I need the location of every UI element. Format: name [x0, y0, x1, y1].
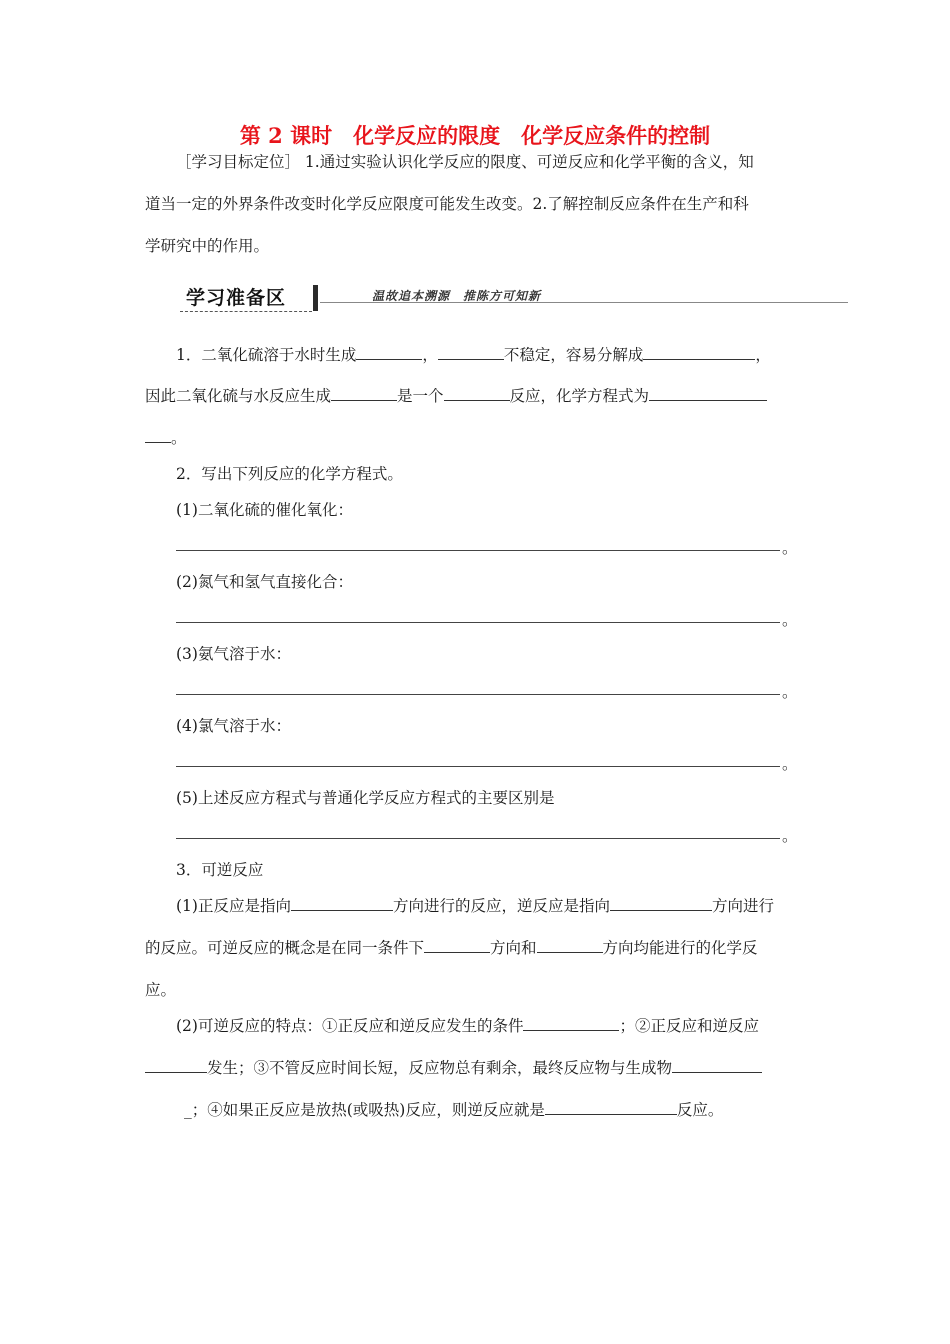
q1-text-f: 是一个: [397, 387, 444, 405]
q3-text: 方向均能进行的化学反: [602, 939, 758, 957]
q3-p1-line-3: 应。: [145, 981, 177, 999]
answer-line[interactable]: [176, 550, 780, 551]
answer-blank[interactable]: [331, 386, 397, 401]
objectives-line-2: 道当一定的外界条件改变时化学反应限度可能发生改变。2.了解控制反应条件在生产和科: [145, 195, 749, 213]
answer-blank[interactable]: [643, 345, 755, 360]
q2-item-2: (2)氮气和氢气直接化合：: [176, 573, 353, 591]
objectives-line-1: ［学习目标定位］ 1.通过实验认识化学反应的限度、可逆反应和化学平衡的含义，知: [176, 153, 754, 171]
q1-line-1: [176, 345, 771, 365]
answer-line[interactable]: [176, 694, 780, 695]
q3-text: 反应。: [676, 1101, 724, 1119]
answer-blank[interactable]: [672, 1058, 762, 1073]
answer-blank[interactable]: [356, 345, 422, 360]
answer-blank[interactable]: [545, 1100, 677, 1115]
q1-text-c: 不稳定，容易分解成: [503, 346, 644, 364]
page-title: 第 2 课时 化学反应的限度 化学反应条件的控制: [239, 123, 711, 148]
q1-text-e: 因此二氧化硫与水反应生成: [145, 387, 332, 405]
q3-text: 方向进行的反应，逆反应是指向: [392, 897, 610, 915]
objectives-line-3: 学研究中的作用。: [145, 237, 270, 255]
q1-line-3: [145, 428, 187, 448]
banner-subtitle: 温故追本溯源 推陈方可知新: [372, 289, 542, 303]
q2-item-1: (1)二氧化硫的催化氧化：: [176, 501, 353, 519]
answer-blank[interactable]: [523, 1016, 619, 1031]
q2-end-2: 。: [782, 611, 798, 629]
answer-line[interactable]: [176, 622, 780, 623]
answer-line[interactable]: [176, 766, 780, 767]
q3-text: 方向进行: [711, 897, 774, 915]
answer-blank[interactable]: [291, 896, 393, 911]
banner-dashed-underline: [180, 311, 312, 312]
q2-item-3: (3)氨气溶于水：: [176, 645, 291, 663]
answer-blank[interactable]: [444, 386, 510, 401]
answer-blank[interactable]: [438, 345, 504, 360]
banner-title: 学习准备区: [186, 287, 287, 309]
q3-heading: 3．可逆反应: [176, 861, 264, 879]
q3-p2-line-2: [145, 1058, 762, 1078]
q3-text: 的反应。可逆反应的概念是在同一条件下: [145, 939, 425, 957]
answer-blank[interactable]: [537, 938, 603, 953]
q3-p2-line-1: [176, 1016, 759, 1036]
q3-p1-line-2: [145, 938, 758, 958]
q1-text-b: ，: [422, 346, 438, 364]
q3-p1-line-1: [176, 896, 774, 916]
q1-text-d: ，: [755, 346, 771, 364]
answer-blank[interactable]: [145, 428, 171, 443]
answer-blank[interactable]: [145, 1058, 207, 1073]
answer-line[interactable]: [176, 838, 780, 839]
q3-p2-line-3: [184, 1100, 723, 1120]
answer-blank[interactable]: [610, 896, 712, 911]
q2-end-5: 。: [782, 827, 798, 845]
q1-text-g: 反应，化学方程式为: [509, 387, 650, 405]
q1-text-h: 。: [171, 429, 187, 447]
answer-blank[interactable]: [649, 386, 767, 401]
q2-heading: 2．写出下列反应的化学方程式。: [176, 465, 403, 483]
q2-end-1: 。: [782, 539, 798, 557]
q1-text-a: 1．二氧化硫溶于水时生成: [176, 346, 357, 364]
answer-blank[interactable]: [424, 938, 490, 953]
q3-text: ；②正反应和逆反应: [619, 1017, 759, 1035]
q3-text: (2)可逆反应的特点：①正反应和逆反应发生的条件: [176, 1017, 524, 1035]
q1-line-2: [145, 386, 767, 406]
q2-item-5: (5)上述反应方程式与普通化学反应方程式的主要区别是: [176, 789, 555, 807]
q2-item-4: (4)氯气溶于水：: [176, 717, 291, 735]
q3-text: 发生；③不管反应时间长短，反应物总有剩余，最终反应物与生成物: [207, 1059, 673, 1077]
q2-end-4: 。: [782, 755, 798, 773]
q3-text: _；④如果正反应是放热(或吸热)反应，则逆反应就是: [184, 1101, 545, 1119]
banner-divider-bar: [313, 285, 318, 311]
q2-end-3: 。: [782, 683, 798, 701]
q3-text: (1)正反应是指向: [176, 897, 291, 915]
q3-text: 方向和: [490, 939, 537, 957]
